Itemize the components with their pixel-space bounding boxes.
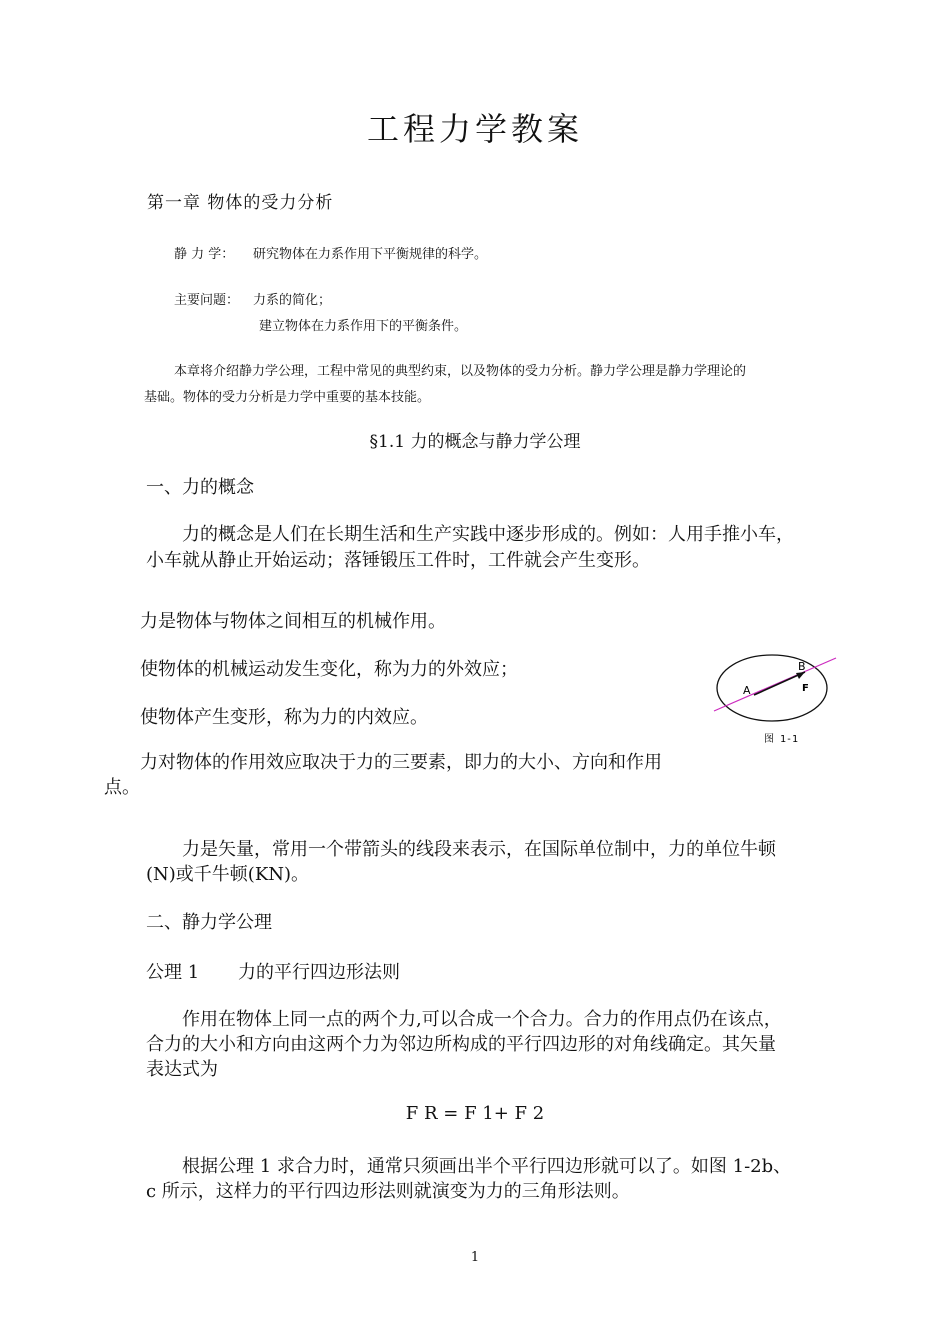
statics-definition: 研究物体在力系作用下平衡规律的科学。	[253, 247, 488, 262]
paragraph-2-line-2: (N)或千牛顿(KN)。	[146, 864, 310, 885]
body-outline	[717, 655, 827, 721]
point-a-label: A	[743, 684, 751, 697]
force-f-label: F	[802, 683, 809, 694]
paragraph-4-line-2: c 所示，这样力的平行四边形法则就演变为力的三角形法则。	[146, 1181, 630, 1202]
subheading-statics-axioms: 二、静力学公理	[146, 912, 272, 933]
paragraph-3-line-3: 表达式为	[146, 1059, 218, 1080]
figure-1-1	[708, 648, 842, 748]
statics-label: 静 力 学：	[174, 247, 235, 262]
three-elements-line-1: 力对物体的作用效应取决于力的三要素，即力的大小、方向和作用	[140, 752, 662, 773]
main-issue-item-2: 建立物体在力系作用下的平衡条件。	[259, 319, 468, 334]
section-heading: §1.1 力的概念与静力学公理	[369, 432, 581, 452]
point-b-label: B	[798, 660, 806, 673]
force-arrowhead	[796, 672, 805, 679]
intro-line-1: 本章将介绍静力学公理，工程中常见的典型约束，以及物体的受力分析。静力学公理是静力学理论的	[174, 364, 747, 379]
intro-line-2: 基础。物体的受力分析是力学中重要的基本技能。	[144, 390, 431, 405]
vector-formula: F R = F 1+ F 2	[405, 1103, 545, 1124]
definition-internal-effect: 使物体产生变形，称为力的内效应。	[140, 707, 428, 728]
paragraph-1-line-2: 小车就从静止开始运动；落锤锻压工件时，工件就会产生变形。	[146, 550, 650, 571]
line-of-action	[714, 658, 836, 711]
paragraph-3-line-2: 合力的大小和方向由这两个力为邻边所构成的平行四边形的对角线确定。其矢量	[146, 1034, 776, 1055]
chapter-heading: 第一章 物体的受力分析	[147, 193, 334, 213]
axiom-1-title: 力的平行四边形法则	[238, 962, 400, 983]
main-issues-label: 主要问题：	[174, 293, 240, 308]
definition-external-effect: 使物体的机械运动发生变化，称为力的外效应；	[140, 659, 518, 680]
paragraph-3-line-1: 作用在物体上同一点的两个力,可以合成一个合力。合力的作用点仍在该点，	[182, 1009, 782, 1030]
document-title: 工程力学教案	[366, 110, 583, 148]
three-elements-line-2: 点。	[104, 777, 140, 798]
paragraph-2-line-1: 力是矢量，常用一个带箭头的线段来表示，在国际单位制中，力的单位牛顿	[182, 839, 776, 860]
paragraph-1-line-1: 力的概念是人们在长期生活和生产实践中逐步形成的。例如：人用手推小车，	[182, 524, 794, 545]
figure-caption: 图 1-1	[764, 734, 799, 745]
paragraph-4-line-1: 根据公理 1 求合力时，通常只须画出半个平行四边形就可以了。如图 1-2b、	[182, 1156, 792, 1177]
main-issue-item-1: 力系的简化；	[253, 293, 332, 308]
page-number: 1	[470, 1250, 480, 1265]
definition-force: 力是物体与物体之间相互的机械作用。	[140, 611, 446, 632]
subheading-force-concept: 一、力的概念	[146, 477, 254, 498]
axiom-1-label: 公理 1	[146, 962, 200, 983]
